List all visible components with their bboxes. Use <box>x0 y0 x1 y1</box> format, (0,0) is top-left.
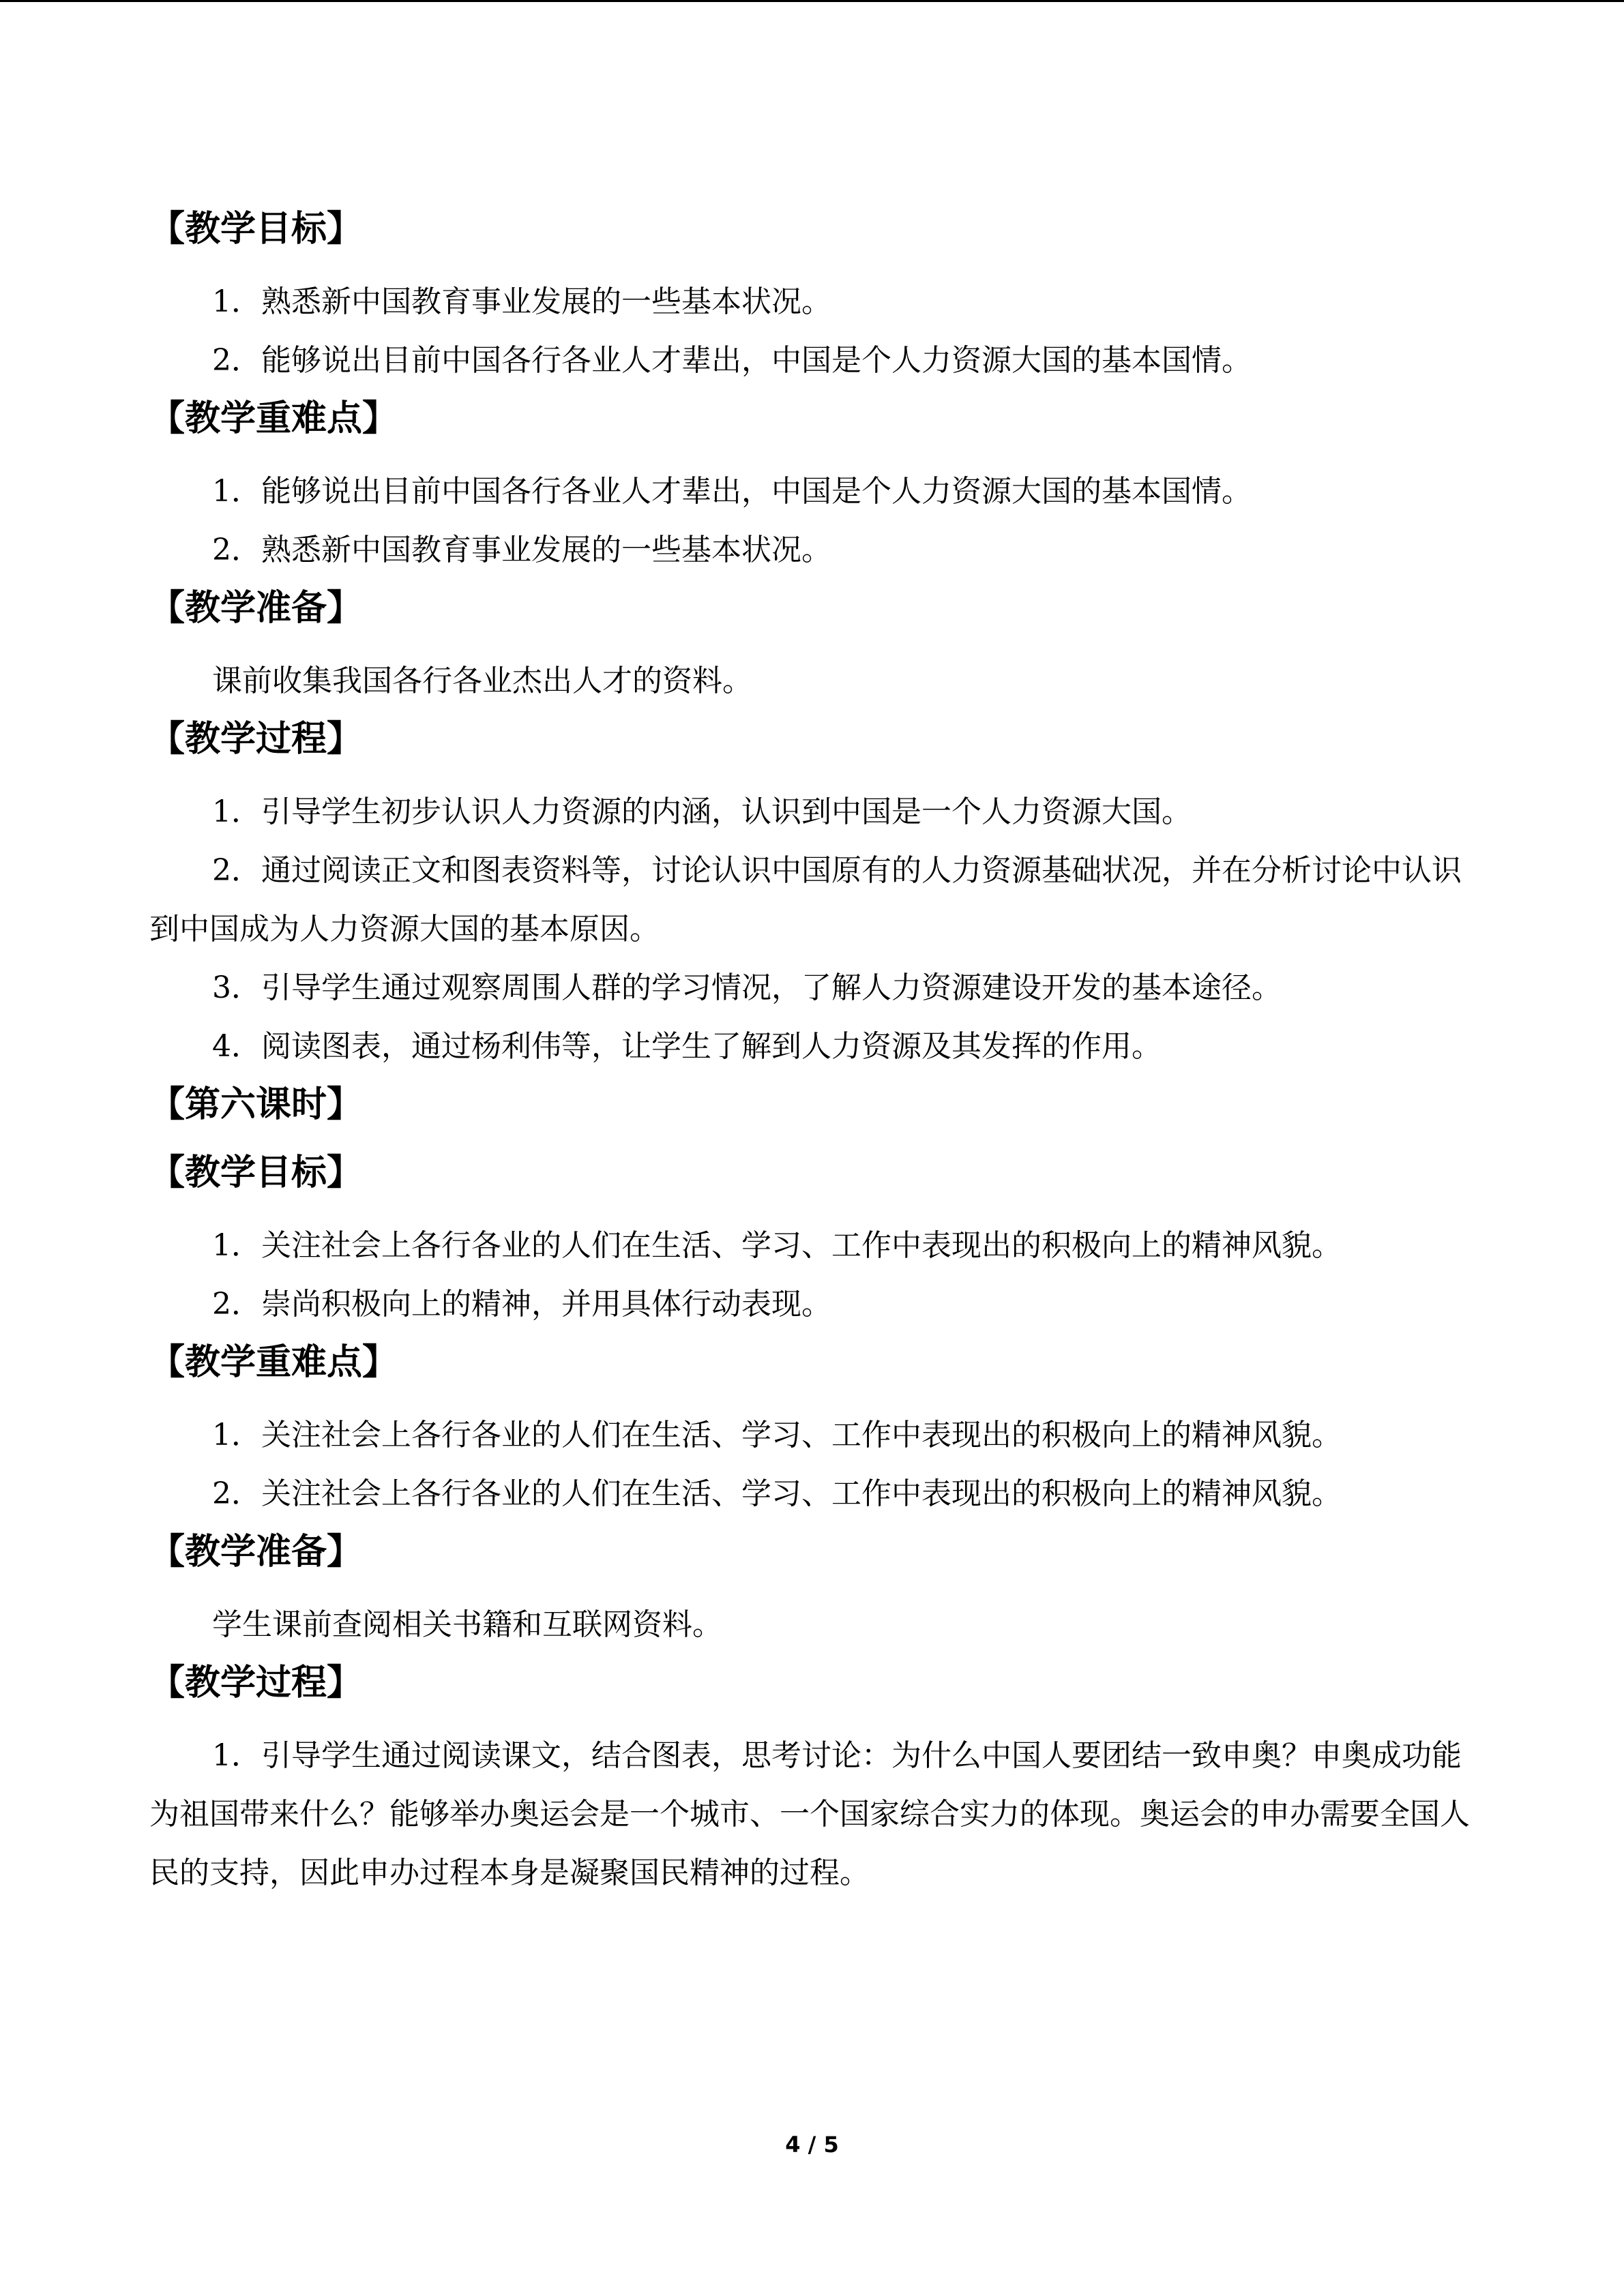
section-teaching-goals <box>149 205 1479 390</box>
paragraph: 2．崇尚积极向上的精神，并用具体行动表现。 <box>212 1287 831 1322</box>
section-heading: 【教学目标】 <box>149 1152 363 1193</box>
paragraph: 1．熟悉新中国教育事业发展的一些基本状况。 <box>212 284 831 319</box>
paragraph: 4．阅读图表，通过杨利伟等，让学生了解到人力资源及其发挥的作用。 <box>212 1029 1162 1064</box>
paragraph: 1．关注社会上各行各业的人们在生活、学习、工作中表现出的积极向上的精神风貌。 <box>212 1418 1342 1452</box>
section-heading: 【教学准备】 <box>149 1532 363 1572</box>
top-border-line <box>0 0 1624 2</box>
paragraph: 1．引导学生通过阅读课文，结合图表，思考讨论：为什么中国人要团结一致申奥？申奥成功能为祖国带来什么？能够举办奥运会是一个城市、一个国家综合实力的体现。奥运会的申办需要全国人民的支持，因此申办过程本身是凝聚国民精神的过程。 <box>149 1738 1470 1890</box>
section-heading: 【教学重难点】 <box>149 1342 398 1383</box>
section-heading: 【教学准备】 <box>149 588 363 629</box>
section-lesson-six <box>149 1080 1479 1129</box>
paragraph: 2．熟悉新中国教育事业发展的一些基本状况。 <box>212 533 831 567</box>
section-process-2 <box>149 1658 1479 1903</box>
paragraph: 2．能够说出目前中国各行各业人才辈出，中国是个人力资源大国的基本国情。 <box>212 343 1252 378</box>
section-preparation <box>149 584 1479 711</box>
paragraph: 1．能够说出目前中国各行各业人才辈出，中国是个人力资源大国的基本国情。 <box>212 474 1252 509</box>
paragraph: 1．引导学生初步认识人力资源的内涵，认识到中国是一个人力资源大国。 <box>212 794 1192 829</box>
section-heading: 【教学过程】 <box>149 719 363 760</box>
paragraph: 2．关注社会上各行各业的人们在生活、学习、工作中表现出的积极向上的精神风貌。 <box>212 1476 1342 1511</box>
paragraph: 3．引导学生通过观察周围人群的学习情况，了解人力资源建设开发的基本途径。 <box>212 970 1282 1005</box>
paragraph: 1．关注社会上各行各业的人们在生活、学习、工作中表现出的积极向上的精神风貌。 <box>212 1228 1342 1263</box>
section-heading: 【教学过程】 <box>149 1663 363 1703</box>
section-heading: 【教学目标】 <box>149 209 363 250</box>
paragraph: 学生课前查阅相关书籍和互联网资料。 <box>212 1607 722 1642</box>
section-key-difficulties <box>149 394 1479 580</box>
section-key-difficulties-2 <box>149 1338 1479 1523</box>
section-teaching-goals-2 <box>149 1148 1479 1334</box>
page-number: 4 / 5 <box>785 2132 839 2158</box>
section-preparation-2 <box>149 1527 1479 1654</box>
section-heading: 【教学重难点】 <box>149 398 398 439</box>
section-process <box>149 715 1479 1076</box>
paragraph: 2．通过阅读正文和图表资料等，讨论认识中国原有的人力资源基础状况，并在分析讨论中认识到中国成为人力资源大国的基本原因。 <box>149 853 1462 946</box>
document-body <box>149 205 1479 1907</box>
section-heading: 【第六课时】 <box>149 1084 363 1125</box>
paragraph: 课前收集我国各行各业杰出人才的资料。 <box>212 664 752 698</box>
